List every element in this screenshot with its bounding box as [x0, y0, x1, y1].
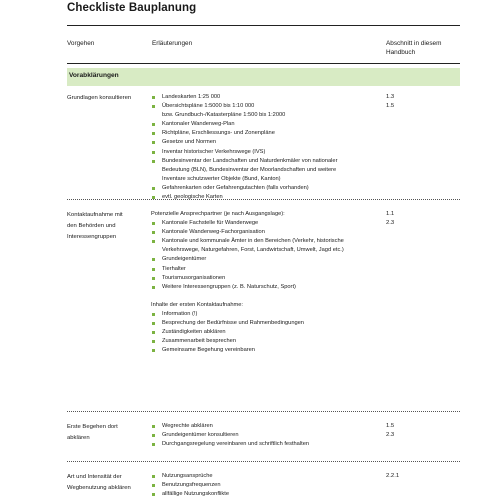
- header-rule: [67, 63, 460, 64]
- bullet-square-icon: [152, 349, 155, 352]
- row-label-line: abklären: [67, 435, 90, 441]
- bullet-item: [151, 328, 416, 337]
- bullet-text: Grundeigentümer: [162, 256, 207, 263]
- section-ref: 1.5: [386, 423, 395, 429]
- bullet-item: [151, 481, 416, 490]
- section-ref: 1.1: [386, 211, 395, 217]
- bullet-square-icon: [152, 313, 155, 316]
- bullet-text: Gefahrenkarten oder Gefahrengutachten (falls vorhanden): [162, 184, 309, 191]
- bullet-square-icon: [152, 277, 155, 280]
- bullet-text: Information (!): [162, 310, 198, 317]
- bullet-item: [151, 193, 416, 202]
- bullet-square-icon: [152, 443, 155, 446]
- bullet-item: [151, 319, 416, 328]
- page-title: Checkliste Bauplanung: [67, 2, 197, 14]
- bullet-item: [151, 490, 416, 499]
- title-rule: [67, 25, 460, 26]
- bullet-text: Weitere Interessengruppen (z. B. Naturschutz, Sport): [162, 283, 296, 290]
- bullet-item: [151, 422, 416, 431]
- bullet-text: Richtpläne, Erschliessungs- und Zonenpläne: [162, 130, 275, 137]
- bullet-text: Kantonale Wanderweg-Fachorganisation: [162, 229, 265, 236]
- subheading: Inhalte der ersten Kontaktaufnahme:: [151, 301, 244, 308]
- row-explanations: [151, 210, 416, 355]
- bullet-item: [151, 431, 416, 440]
- section-ref: 2.3: [386, 432, 395, 439]
- bullet-text: Landeskarten 1:25 000: [162, 94, 221, 100]
- bullet-square-icon: [152, 322, 155, 325]
- bullet-text: Kantonaler Wanderweg-Plan: [162, 121, 235, 128]
- header-col-section-line2: Handbuch: [386, 49, 416, 56]
- section-title: Vorabklärungen: [69, 72, 119, 79]
- row-section-refs: [386, 210, 446, 228]
- bullet-text: Nutzungsansprüche: [162, 473, 213, 479]
- row-label-line: Art und Intensität der: [67, 474, 122, 480]
- bullet-item: [151, 472, 416, 481]
- bullet-square-icon: [152, 425, 155, 428]
- row-label-line: Wegbenutzung abklären: [67, 485, 131, 491]
- bullet-square-icon: [152, 240, 155, 243]
- row-label-line: den Behörden und: [67, 223, 116, 229]
- bullet-square-icon: [152, 160, 155, 163]
- bullet-item: [151, 184, 416, 193]
- bullet-square-icon: [152, 187, 155, 190]
- row-label-line: Grundlagen konsultieren: [67, 95, 132, 101]
- bullet-text: Kantonale Fachstelle für Wanderwege: [162, 220, 259, 227]
- bullet-continuation: bzw. Grundbuch-/Katasterpläne 1:500 bis 1:2000: [162, 112, 286, 119]
- row-section-refs: [386, 93, 446, 111]
- bullet-item: [151, 274, 416, 283]
- bullet-text: allfällige Nutzungskonflikte: [162, 491, 230, 498]
- row-label: [67, 422, 147, 444]
- bullet-square-icon: [152, 340, 155, 343]
- bullet-square-icon: [152, 484, 155, 487]
- bullet-item: [151, 440, 416, 449]
- bullet-item: [151, 157, 416, 166]
- bullet-text: Benutzungsfrequenzen: [162, 482, 221, 489]
- bullet-continuation: Bedeutung (BLN), Bundesinventar der Moorlandschaften und weitere: [162, 166, 337, 173]
- bullet-text: Bundesinventar der Landschaften und Naturdenkmäler von nationaler: [162, 157, 338, 164]
- row-section-refs: [386, 422, 446, 440]
- spacer: [151, 292, 416, 301]
- bullet-square-icon: [152, 123, 155, 126]
- bullet-item: [151, 102, 416, 111]
- row-label-line: Kontaktaufnahme mit: [67, 212, 123, 218]
- bullet-item: [151, 237, 416, 246]
- header-col-procedure: Vorgehen: [67, 40, 95, 47]
- row-explanations: [151, 93, 416, 202]
- section-ref: 2.2.1: [386, 473, 400, 479]
- bullet-text: Inventar historischer Verkehrswege (IVS): [162, 148, 266, 155]
- row-explanations: [151, 422, 416, 449]
- row-separator: [67, 199, 460, 200]
- bullet-square-icon: [152, 105, 155, 108]
- bullet-item: [151, 219, 416, 228]
- bullet-text: Übersichtspläne 1:5000 bis 1:10 000: [162, 103, 255, 110]
- bullet-item: [151, 346, 416, 355]
- bullet-square-icon: [152, 96, 155, 99]
- bullet-square-icon: [152, 493, 155, 496]
- bullet-text: Durchgangsregelung vereinbaren und schriftlich festhalten: [162, 441, 310, 448]
- bullet-square-icon: [152, 132, 155, 135]
- bullet-square-icon: [152, 222, 155, 225]
- bullet-item: [151, 310, 416, 319]
- bullet-square-icon: [152, 141, 155, 144]
- bullet-continuation: Verkehrswege, Naturgefahren, Forst, Landwirtschaft, Umwelt, Jagd etc.): [162, 247, 344, 254]
- bullet-text: Gesetze und Normen: [162, 139, 217, 146]
- bullet-item: [151, 120, 416, 129]
- bullet-item: [151, 283, 416, 292]
- bullet-item: [151, 228, 416, 237]
- bullet-square-icon: [152, 258, 155, 261]
- bullet-item: [151, 138, 416, 147]
- bullet-item: [151, 337, 416, 346]
- row-separator: [67, 461, 460, 462]
- row-section-refs: [386, 472, 446, 481]
- section-ref: 1.3: [386, 94, 395, 100]
- section-ref: 2.3: [386, 220, 395, 227]
- bullet-square-icon: [152, 331, 155, 334]
- row-label-line: Interessengruppen: [67, 234, 117, 240]
- bullet-square-icon: [152, 151, 155, 154]
- header-col-section-line1: Abschnitt in diesem: [386, 40, 442, 47]
- header-col-section: [386, 39, 441, 57]
- bullet-text: Zuständigkeiten abklären: [162, 329, 226, 336]
- bullet-square-icon: [152, 268, 155, 271]
- bullet-square-icon: [152, 475, 155, 478]
- bullet-text: Zusammenarbeit besprechen: [162, 338, 236, 345]
- bullet-item: [151, 255, 416, 264]
- subheading: Potenzielle Ansprechpartner (je nach Ausgangslage):: [151, 211, 285, 217]
- bullet-text: Gemeinsame Begehung vereinbaren: [162, 347, 255, 354]
- bullet-text: evtl. geologische Karten: [162, 194, 223, 201]
- row-label: [67, 472, 147, 494]
- row-label-line: Erste Begehen dort: [67, 424, 118, 430]
- bullet-square-icon: [152, 434, 155, 437]
- bullet-item: [151, 93, 416, 102]
- bullet-item: [151, 265, 416, 274]
- bullet-text: Besprechung der Bedürfnisse und Rahmenbedingungen: [162, 320, 304, 327]
- row-explanations: [151, 472, 416, 499]
- bullet-continuation: Inventare schutzwerter Objekte (Bund, Kanton): [162, 175, 281, 182]
- bullet-item: [151, 148, 416, 157]
- bullet-square-icon: [152, 231, 155, 234]
- bullet-text: Grundeigentümer konsultieren: [162, 432, 239, 439]
- row-label: [67, 210, 147, 243]
- bullet-text: Kantonale und kommunale Ämter in den Bereichen (Verkehr, historische: [162, 238, 344, 245]
- section-band: [67, 68, 460, 86]
- bullet-text: Tourismusorganisationen: [162, 274, 226, 281]
- header-col-explanations: Erläuterungen: [152, 40, 193, 47]
- bullet-square-icon: [152, 286, 155, 289]
- bullet-text: Tierhalter: [162, 265, 186, 272]
- bullet-text: Wegrechte abklären: [162, 423, 213, 429]
- row-label: [67, 93, 147, 104]
- row-separator: [67, 411, 460, 412]
- bullet-item: [151, 129, 416, 138]
- section-ref: 1.5: [386, 103, 395, 110]
